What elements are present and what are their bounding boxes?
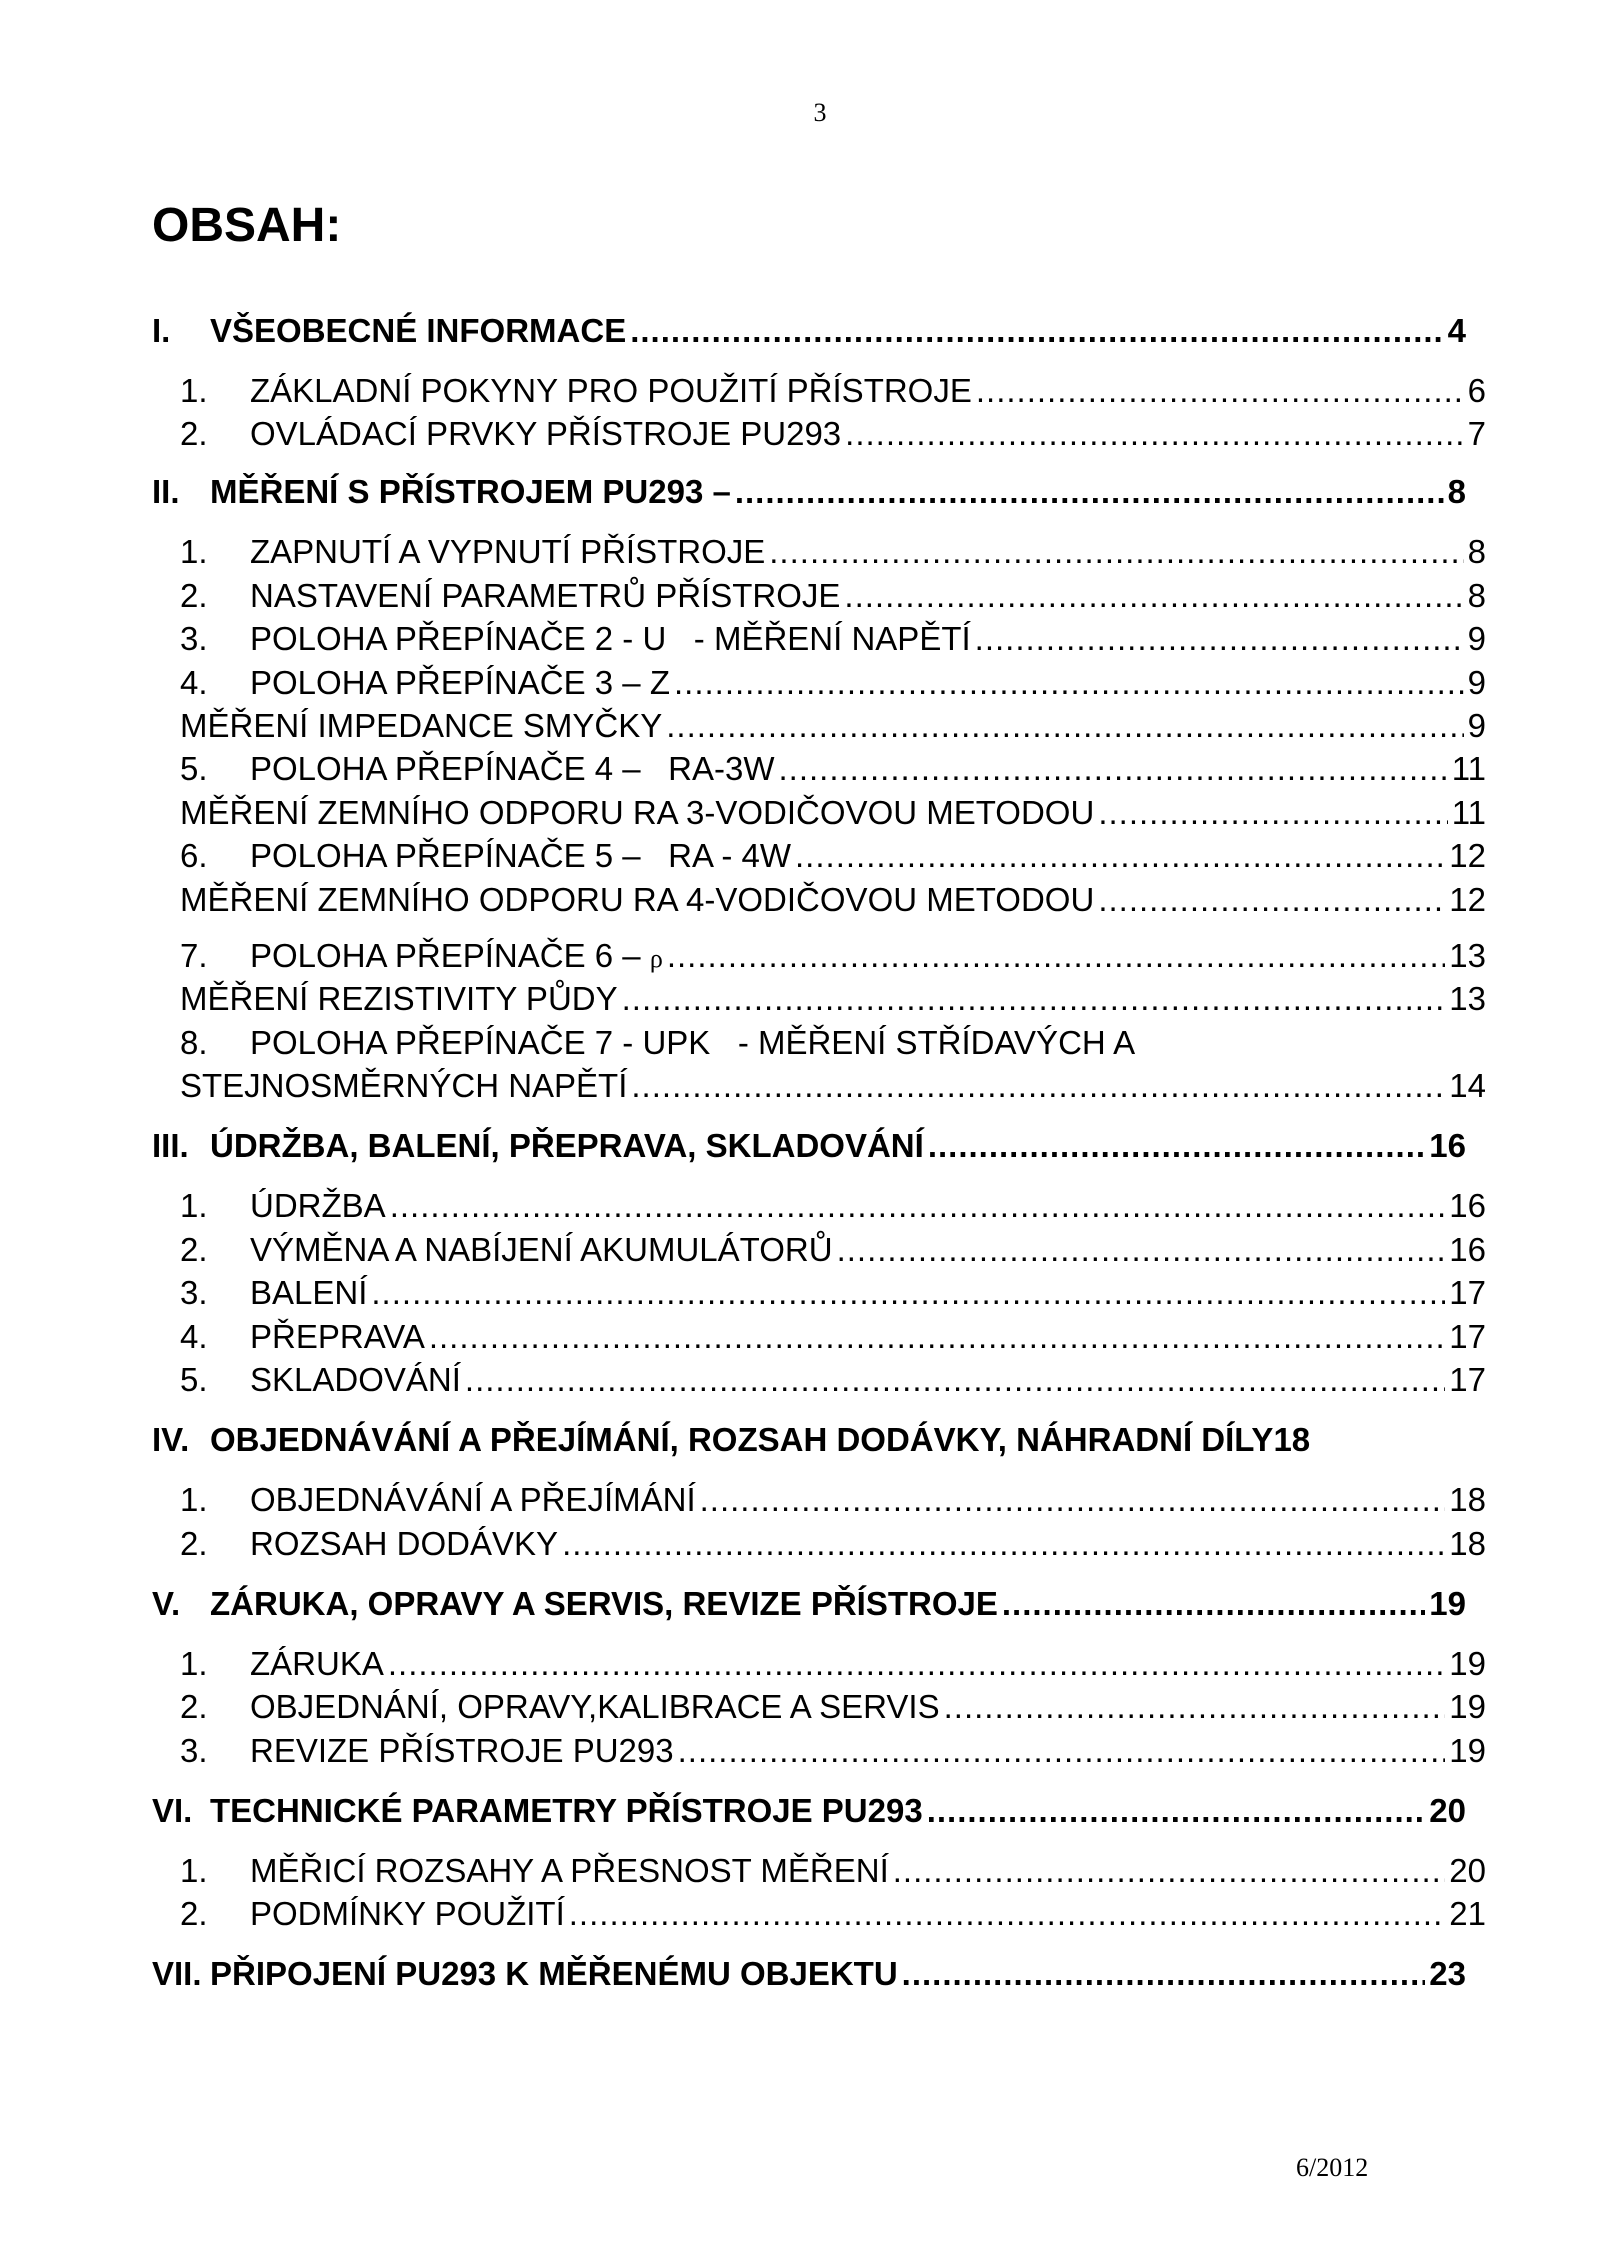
toc-page: 19: [1449, 1688, 1486, 1725]
toc-page: 12: [1449, 837, 1486, 874]
toc-title: BALENÍ: [250, 1274, 368, 1311]
dot-leader: [893, 1852, 1446, 1890]
dot-leader: [700, 1481, 1446, 1519]
dot-leader: [569, 1895, 1446, 1933]
toc-number: VI.: [152, 1792, 193, 1829]
toc-item[interactable]: [180, 980, 1486, 1018]
dot-leader: [976, 372, 1464, 410]
toc-number: 1.: [180, 1481, 208, 1518]
toc-title: ROZSAH DODÁVKY: [250, 1525, 559, 1562]
dot-leader: [666, 707, 1463, 745]
toc-number: 4.: [180, 664, 208, 701]
toc-title: MĚŘENÍ REZISTIVITY PŮDY: [180, 980, 618, 1017]
toc-title: OVLÁDACÍ PRVKY PŘÍSTROJE PU293: [250, 415, 842, 452]
toc-item[interactable]: [180, 372, 1486, 410]
toc-page: 21: [1449, 1895, 1486, 1932]
dot-leader: [371, 1274, 1445, 1312]
dot-leader: [465, 1361, 1445, 1399]
toc-number: 4.: [180, 1318, 208, 1355]
toc-page: 23: [1429, 1955, 1466, 1992]
dot-leader: [769, 533, 1463, 571]
toc-item[interactable]: [180, 1274, 1486, 1312]
dot-leader: [928, 1127, 1425, 1165]
toc-page: 8: [1447, 473, 1466, 510]
dot-leader: [845, 415, 1463, 453]
toc-page: 11: [1451, 794, 1486, 831]
toc-title: SKLADOVÁNÍ: [250, 1361, 461, 1398]
toc-page: 9: [1467, 620, 1486, 657]
toc-number: 2.: [180, 1525, 208, 1562]
dot-leader: [735, 473, 1444, 511]
toc-number: 2.: [180, 577, 208, 614]
toc-page: 13: [1449, 980, 1486, 1017]
dot-leader: [622, 980, 1446, 1018]
toc-page: 19: [1449, 1645, 1486, 1682]
toc-title: POLOHA PŘEPÍNAČE 3 – Z: [250, 664, 670, 701]
toc-title: POLOHA PŘEPÍNAČE 4 – RA-3W: [250, 750, 775, 787]
toc-title: REVIZE PŘÍSTROJE PU293: [250, 1732, 674, 1769]
toc-page: 19: [1449, 1732, 1486, 1769]
toc-number: V.: [152, 1585, 181, 1622]
toc-page: 17: [1449, 1318, 1486, 1355]
toc-title: MĚŘENÍ S PŘÍSTROJEM PU293 –: [210, 473, 731, 510]
toc-item[interactable]: [180, 1895, 1486, 1933]
toc-section-4[interactable]: [152, 1421, 1466, 1459]
dot-leader: [927, 1792, 1426, 1830]
toc-item[interactable]: [180, 1481, 1486, 1519]
toc-title: MĚŘENÍ IMPEDANCE SMYČKY: [180, 707, 663, 744]
toc-title: POLOHA PŘEPÍNAČE 7 - UPK - MĚŘENÍ STŘÍDAVÝCH A: [250, 1024, 1136, 1061]
dot-leader: [1002, 1585, 1425, 1623]
dot-leader: [944, 1688, 1446, 1726]
toc-item[interactable]: [180, 1187, 1486, 1225]
dot-leader: [388, 1645, 1445, 1683]
toc-section-3[interactable]: [152, 1127, 1466, 1165]
toc-page: 16: [1449, 1231, 1486, 1268]
toc-number: 8.: [180, 1024, 208, 1061]
toc-title: ZÁKLADNÍ POKYNY PRO POUŽITÍ PŘÍSTROJE: [250, 372, 972, 409]
toc-title: ZÁRUKA, OPRAVY A SERVIS, REVIZE PŘÍSTROJE: [210, 1585, 998, 1622]
toc-title: MĚŘENÍ ZEMNÍHO ODPORU RA 3-VODIČOVOU METODOU: [180, 794, 1095, 831]
toc-page: 17: [1449, 1274, 1486, 1311]
toc-page: 19: [1429, 1585, 1466, 1622]
toc-title: MĚŘENÍ ZEMNÍHO ODPORU RA 4-VODIČOVOU METODOU: [180, 881, 1095, 918]
dot-leader: [844, 577, 1463, 615]
toc-title: ÚDRŽBA: [250, 1187, 386, 1224]
toc-section-6[interactable]: [152, 1792, 1466, 1830]
toc-number: IV.: [152, 1421, 190, 1458]
dot-leader: [837, 1231, 1446, 1269]
toc-item[interactable]: [180, 750, 1486, 788]
toc-number: 2.: [180, 1895, 208, 1932]
toc-title: ZÁRUKA: [250, 1645, 384, 1682]
toc-number: 6.: [180, 837, 208, 874]
toc-page: 14: [1449, 1067, 1486, 1104]
toc-page: 20: [1429, 1792, 1466, 1829]
toc-number: 1.: [180, 1187, 208, 1224]
toc-item[interactable]: [180, 1688, 1486, 1726]
toc-number: 1.: [180, 533, 208, 570]
dot-leader: [667, 937, 1445, 975]
toc-item[interactable]: [180, 533, 1486, 571]
toc-number: 3.: [180, 1732, 208, 1769]
toc-title: OBJEDNÁVÁNÍ A PŘEJÍMÁNÍ: [250, 1481, 696, 1518]
toc-title: TECHNICKÉ PARAMETRY PŘÍSTROJE PU293: [210, 1792, 923, 1829]
page-number: 3: [813, 98, 827, 127]
toc-page: 18: [1449, 1481, 1486, 1518]
toc-page: 18: [1449, 1525, 1486, 1562]
toc-title: PODMÍNKY POUŽITÍ: [250, 1895, 565, 1932]
toc-title: VŠEOBECNÉ INFORMACE: [210, 312, 627, 349]
footer-date: 6/2012: [1296, 2153, 1369, 2182]
toc-number: 2.: [180, 1231, 208, 1268]
toc-page: 11: [1451, 750, 1486, 787]
toc-item[interactable]: [180, 1852, 1486, 1890]
toc-item[interactable]: [180, 577, 1486, 615]
toc-page: 6: [1467, 372, 1486, 409]
toc-page: 16: [1429, 1127, 1466, 1164]
rho-symbol: ρ: [649, 944, 663, 973]
toc-number: 1.: [180, 1852, 208, 1889]
toc-number: II.: [152, 473, 180, 510]
toc-number: 5.: [180, 1361, 208, 1398]
toc-title: MĚŘICÍ ROZSAHY A PŘESNOST MĚŘENÍ: [250, 1852, 889, 1889]
dot-leader: [674, 664, 1464, 702]
toc-section-5[interactable]: [152, 1585, 1466, 1623]
dot-leader: [429, 1318, 1445, 1356]
dot-leader: [1098, 881, 1445, 919]
toc-item[interactable]: [180, 1318, 1486, 1356]
toc-number: 1.: [180, 1645, 208, 1682]
toc-title: OBJEDNÁNÍ, OPRAVY,KALIBRACE A SERVIS: [250, 1688, 940, 1725]
toc-item[interactable]: [180, 1024, 1486, 1062]
dot-leader: [1098, 794, 1447, 832]
toc-title: POLOHA PŘEPÍNAČE 6 –: [250, 937, 650, 974]
toc-title: NASTAVENÍ PARAMETRŮ PŘÍSTROJE: [250, 577, 841, 614]
dot-leader: [678, 1732, 1446, 1770]
toc-item[interactable]: [180, 1525, 1486, 1563]
toc-section-1[interactable]: [152, 312, 1466, 350]
dot-leader: [630, 312, 1443, 350]
dot-leader: [779, 750, 1448, 788]
dot-leader: [562, 1525, 1445, 1563]
toc-title: OBJEDNÁVÁNÍ A PŘEJÍMÁNÍ, ROZSAH DODÁVKY, NÁHRADNÍ DÍLY18: [210, 1421, 1311, 1458]
dot-leader: [902, 1955, 1426, 1993]
toc-item[interactable]: [180, 794, 1486, 832]
toc-page: 4: [1447, 312, 1466, 349]
toc-page: 12: [1449, 881, 1486, 918]
toc-item[interactable]: [180, 1067, 1486, 1105]
toc-item[interactable]: [180, 1732, 1486, 1770]
toc-number: 1.: [180, 372, 208, 409]
toc-heading: OBSAH:: [152, 199, 342, 252]
toc-title: STEJNOSMĚRNÝCH NAPĚTÍ: [180, 1067, 628, 1104]
toc-number: 2.: [180, 1688, 208, 1725]
toc-item[interactable]: [180, 837, 1486, 875]
dot-leader: [390, 1187, 1446, 1225]
dot-leader: [631, 1067, 1445, 1105]
toc-title: ÚDRŽBA, BALENÍ, PŘEPRAVA, SKLADOVÁNÍ: [210, 1127, 924, 1164]
toc-number: 3.: [180, 1274, 208, 1311]
toc-item[interactable]: [180, 1231, 1486, 1269]
toc-title: ZAPNUTÍ A VYPNUTÍ PŘÍSTROJE: [250, 533, 766, 570]
toc-item[interactable]: [180, 415, 1486, 453]
toc-page: 9: [1467, 664, 1486, 701]
toc-title: VÝMĚNA A NABÍJENÍ AKUMULÁTORŮ: [250, 1231, 833, 1268]
toc-page: 13: [1449, 937, 1486, 974]
toc-section-7[interactable]: [152, 1955, 1466, 1993]
toc-number: 2.: [180, 415, 208, 452]
toc-page: 20: [1449, 1852, 1486, 1889]
toc-item[interactable]: [180, 881, 1486, 919]
toc-page: 9: [1467, 707, 1486, 744]
toc-title: POLOHA PŘEPÍNAČE 5 – RA - 4W: [250, 837, 792, 874]
toc-number: 5.: [180, 750, 208, 787]
toc-number: III.: [152, 1127, 189, 1164]
toc-page: 8: [1467, 577, 1486, 614]
toc-number: VII.: [152, 1955, 202, 1992]
toc-item[interactable]: [180, 707, 1486, 745]
toc-title: PŘIPOJENÍ PU293 K MĚŘENÉMU OBJEKTU: [210, 1955, 898, 1992]
toc-page: 16: [1449, 1187, 1486, 1224]
dot-leader: [975, 620, 1464, 658]
toc-item[interactable]: [180, 664, 1486, 702]
dot-leader: [795, 837, 1445, 875]
toc-item[interactable]: [180, 1645, 1486, 1683]
toc-number: I.: [152, 312, 171, 349]
toc-number: 7.: [180, 937, 208, 974]
toc-item[interactable]: [180, 1361, 1486, 1399]
toc-page: 7: [1467, 415, 1486, 452]
toc-section-2[interactable]: [152, 473, 1466, 511]
toc-title: POLOHA PŘEPÍNAČE 2 - U - MĚŘENÍ NAPĚTÍ: [250, 620, 971, 657]
toc-page: 8: [1467, 533, 1486, 570]
toc-title: PŘEPRAVA: [250, 1318, 425, 1355]
toc-page: 17: [1449, 1361, 1486, 1398]
toc-item[interactable]: [180, 620, 1486, 658]
toc-item[interactable]: [180, 937, 1486, 975]
toc-number: 3.: [180, 620, 208, 657]
